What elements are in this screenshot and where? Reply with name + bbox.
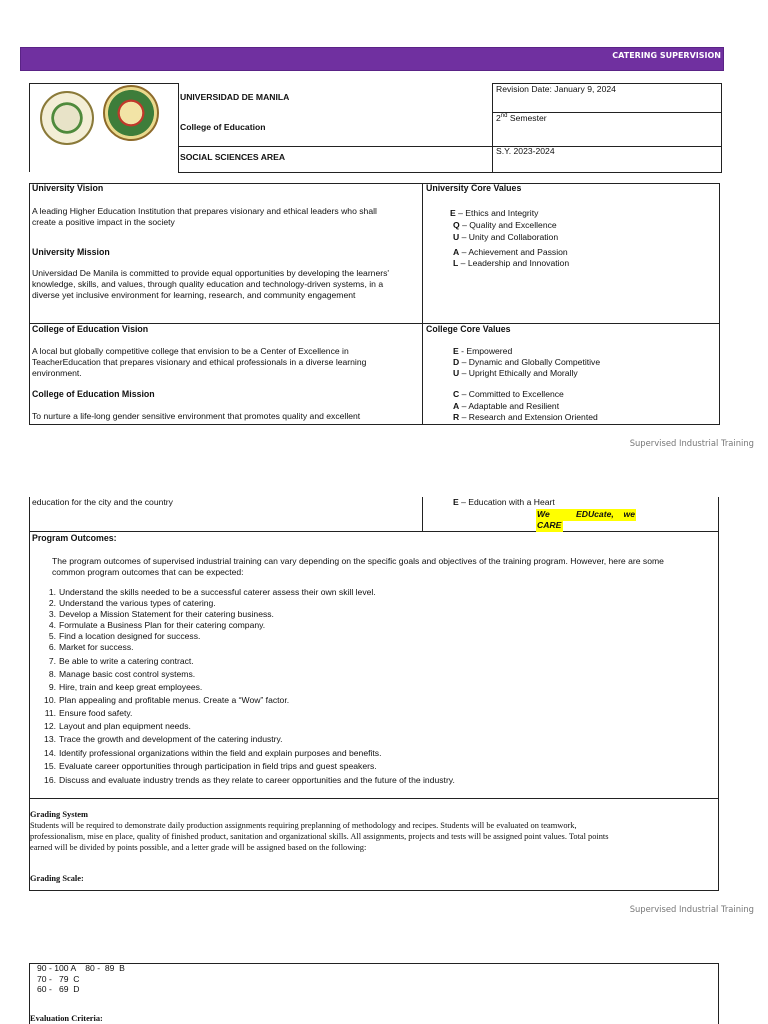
coe-vision-line3: environment. (32, 368, 82, 378)
outcome-item: 3. Develop a Mission Statement for their catering business. (48, 609, 274, 619)
university-vision-line2: create a positive impact in the society (32, 217, 175, 227)
banner-bar (20, 47, 724, 71)
motto-line2: CARE (537, 520, 562, 530)
outcome-item: 8. Manage basic cost control systems. (48, 669, 196, 679)
core-value-item: D – Dynamic and Globally Competitive (453, 357, 601, 367)
university-name: UNIVERSIDAD DE MANILA (180, 92, 290, 102)
school-year: S.Y. 2023-2024 (496, 146, 555, 156)
outcome-item: 9. Hire, train and keep great employees. (48, 682, 203, 692)
revision-date: Revision Date: January 9, 2024 (496, 84, 616, 94)
outcome-item: 1. Understand the skills needed to be a successful caterer assess their own skill level. (48, 587, 376, 597)
page-footer-2: Supervised Industrial Training (629, 904, 754, 914)
outcome-item: 16. Discuss and evaluate industry trends as they relate to career opportunities and the future of the industry. (44, 775, 455, 785)
program-intro-line1: The program outcomes of supervised industrial training can vary depending on the specific goals and objectives of the training program. However, here are some (52, 556, 664, 566)
outcome-item: 14. Identify professional organizations within the field and explain purposes and benefits. (44, 748, 382, 758)
outcome-item: 11. Ensure food safety. (44, 708, 133, 718)
core-value-item: C – Committed to Excellence (453, 389, 564, 399)
outcome-item: 4. Formulate a Business Plan for their catering company. (48, 620, 266, 630)
outcome-item: 10. Plan appealing and profitable menus. Create a “Wow” factor. (44, 695, 290, 705)
coe-vision-title: College of Education Vision (32, 324, 149, 334)
core-value-item: L – Leadership and Innovation (453, 258, 570, 268)
core-value-item: A – Achievement and Passion (453, 247, 568, 257)
outcome-item: 7. Be able to write a catering contract. (48, 656, 194, 666)
core-value-item: E – Ethics and Integrity (450, 208, 539, 218)
outcome-item: 6. Market for success. (48, 642, 134, 652)
program-intro-line2: common program outcomes that can be expected: (52, 567, 244, 577)
university-vision-line1: A leading Higher Education Institution that prepares visionary and ethical leaders who shall (32, 206, 377, 216)
program-outcomes-title: Program Outcomes: (32, 533, 117, 543)
university-mission-line3: diverse yet inclusive environment for learning, research, and community engagement (32, 290, 356, 300)
area-name: SOCIAL SCIENCES AREA (180, 152, 286, 162)
scale-row: 70 - 79 C (37, 974, 80, 984)
grading-text-line1: Students will be required to demonstrate daily production assignments requiring preplanning of methodology and recipes. Students will be evaluated on teamwork, (30, 821, 577, 830)
core-value-item: U – Upright Ethically and Morally (453, 368, 578, 378)
university-vision-title: University Vision (32, 183, 104, 193)
university-seal-logo (40, 91, 94, 145)
outcome-item: 5. Find a location designed for success. (48, 631, 201, 641)
grading-scale-title: Grading Scale: (30, 874, 84, 883)
core-value-item: A – Adaptable and Resilient (453, 401, 560, 411)
university-core-values-title: University Core Values (426, 183, 522, 193)
scale-row: 60 - 69 D (37, 984, 80, 994)
core-value-item: Q – Quality and Excellence (453, 220, 557, 230)
coe-vision-line2: TeacherEducation that prepares visionary and ethical professionals in a diverse learning (32, 357, 367, 367)
banner-title: CATERING SUPERVISION (612, 51, 721, 60)
outcome-item: 15. Evaluate career opportunities through participation in field trips and guest speakers. (44, 761, 377, 771)
outcome-item: 2. Understand the various types of catering. (48, 598, 216, 608)
outcome-item: 12. Layout and plan equipment needs. (44, 721, 191, 731)
semester: 2nd Semester (496, 113, 547, 123)
core-value-item: E - Empowered (453, 346, 513, 356)
core-value-item: U – Unity and Collaboration (453, 232, 559, 242)
college-name: College of Education (180, 122, 266, 132)
university-mission-line2: knowledge, skills, and values, through quality education and technology-driven systems, in a (32, 279, 384, 289)
core-value-item: E – Education with a Heart (453, 497, 555, 507)
university-mission-title: University Mission (32, 247, 110, 257)
grading-system-title: Grading System (30, 810, 88, 819)
coe-mission-continued: education for the city and the country (32, 497, 173, 507)
outcome-item: 13. Trace the growth and development of the catering industry. (44, 734, 283, 744)
motto-line1: We EDUcate, we (537, 509, 635, 519)
college-core-values-title: College Core Values (426, 324, 511, 334)
coe-mission-title: College of Education Mission (32, 389, 155, 399)
grading-text-line2: professionalism, mise en place, quality of finished product, sanitation and organizational skills. All assignments, projects and tests will be assigned point values. Total points (30, 832, 609, 841)
scale-row: 90 - 100 A 80 - 89 B (37, 963, 125, 973)
coe-mission-line1: To nurture a life-long gender sensitive environment that promotes quality and excellent (32, 411, 361, 421)
core-value-item: R – Research and Extension Oriented (453, 412, 598, 422)
evaluation-criteria-title: Evaluation Criteria: (30, 1014, 103, 1023)
coe-vision-line1: A local but globally competitive college that envision to be a Center of Excellence in (32, 346, 349, 356)
grading-text-line3: earned will be divided by points possible, and a letter grade will be assigned based on the following: (30, 843, 367, 852)
university-mission-line1: Universidad De Manila is committed to provide equal opportunities by developing the learners' (32, 268, 390, 278)
college-seal-logo (103, 85, 159, 141)
page-footer-1: Supervised Industrial Training (629, 438, 754, 448)
